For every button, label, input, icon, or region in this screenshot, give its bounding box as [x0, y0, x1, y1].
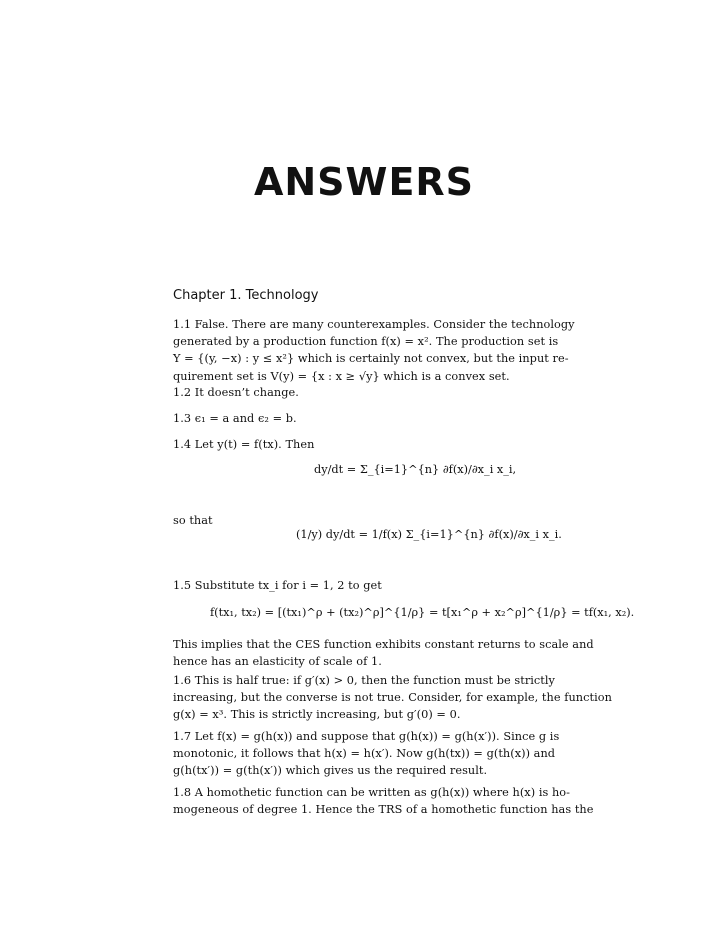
answer-1-7: [173, 728, 560, 780]
chapter-heading: Chapter 1. Technology: [173, 288, 319, 303]
equation-1-4-b: [296, 528, 562, 541]
answer-1-6: [173, 672, 612, 724]
answer-1-8-line: mogeneous of degree 1. Hence the TRS of a homothetic function has the: [173, 803, 594, 817]
answer-1-4-so-that: [173, 512, 555, 529]
answer-1-3: [173, 410, 555, 427]
page-title: ANSWERS: [253, 160, 475, 204]
equation-1-4-a: [314, 463, 516, 476]
answer-1-2-text: 1.2 It doesn’t change.: [173, 386, 299, 399]
answer-1-1-line: quirement set is V(y) = {x : x ≥ √y} which is a convex set.: [173, 369, 510, 383]
answer-1-4-intro: [173, 436, 555, 453]
answer-1-7-line: monotonic, it follows that h(x) = h(x′). Now g(h(tx)) = g(th(x)) and: [173, 747, 556, 761]
answer-1-7-line: 1.7 Let f(x) = g(h(x)) and suppose that g(h(x)) = g(h(x′)). Since g is: [173, 730, 560, 743]
answer-1-8: [173, 784, 594, 818]
answer-1-8-line: 1.8 A homothetic function can be written as g(h(x)) where h(x) is ho-: [173, 786, 571, 799]
answer-1-6-line: increasing, but the converse is not true. Consider, for example, the function: [173, 691, 612, 705]
answer-1-5-intro-text: 1.5 Substitute tx_i for i = 1, 2 to get: [173, 579, 382, 592]
answer-1-1-line: Y = {(y, −x) : y ≤ x²} which is certainly not convex, but the input re-: [173, 352, 569, 366]
answer-1-5-body: [173, 636, 594, 670]
equation-1-4-a-text: dy/dt = Σ_{i=1}^{n} ∂f(x)/∂x_i x_i,: [314, 463, 517, 476]
answer-1-1: [173, 316, 575, 385]
answer-1-6-line: 1.6 This is half true: if g′(x) > 0, then the function must be strictly: [173, 674, 555, 687]
equation-1-5: [210, 606, 634, 619]
answer-1-5-line: hence has an elasticity of scale of 1.: [173, 655, 382, 669]
answer-1-2: [173, 384, 555, 401]
answer-1-1-line: 1.1 False. There are many counterexamples. Consider the technology: [173, 318, 575, 331]
answer-1-1-line: generated by a production function f(x) = x². The production set is: [173, 335, 559, 349]
answer-1-6-line: g(x) = x³. This is strictly increasing, but g′(0) = 0.: [173, 708, 461, 722]
answer-1-3-text: 1.3 ϵ₁ = a and ϵ₂ = b.: [173, 412, 297, 425]
equation-1-4-b-text: (1/y) dy/dt = 1/f(x) Σ_{i=1}^{n} ∂f(x)/∂x_i x_i.: [296, 528, 562, 541]
so-that-text: so that: [173, 514, 213, 527]
answer-1-5-line: This implies that the CES function exhibits constant returns to scale and: [173, 638, 594, 651]
answer-1-5-intro: [173, 577, 555, 594]
equation-1-5-text: f(tx₁, tx₂) = [(tx₁)^ρ + (tx₂)^ρ]^{1/ρ} = t[x₁^ρ + x₂^ρ]^{1/ρ} = tf(x₁, x₂).: [210, 606, 635, 619]
answer-1-7-line: g(h(tx′)) = g(th(x′)) which gives us the required result.: [173, 764, 488, 778]
answer-1-4-intro-text: 1.4 Let y(t) = f(tx). Then: [173, 438, 315, 451]
